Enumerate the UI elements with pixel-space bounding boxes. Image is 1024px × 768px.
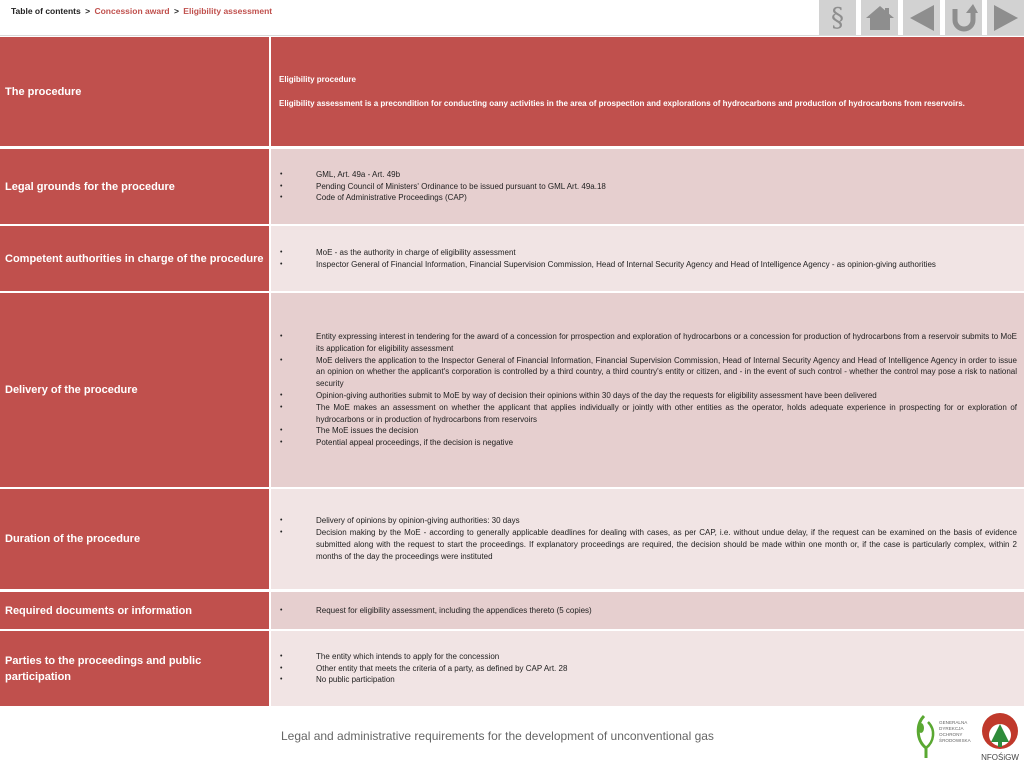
list-item: • GML, Art. 49a - Art. 49b xyxy=(271,169,1017,181)
list-item: • Pending Council of Ministers' Ordinance to be issued pursuant to GML Art. 49a.18 xyxy=(271,181,1017,193)
list-item: • Potential appeal proceedings, if the decision is negative xyxy=(271,437,1017,449)
breadcrumb-separator: > xyxy=(173,6,179,16)
logo-line: OCHRONY xyxy=(939,732,963,737)
list-item: • Inspector General of Financial Information, Financial Supervision Commission, Head of Internal Security Agency and Head of Intelligence Agency - as opinion-giving authorities xyxy=(271,259,1017,271)
list-item: • The MoE makes an assessment on whether the applicant that applies individually or jointly with other entities as the operator, holds adequate experience in prospecting for or exploration of hydrocarbons or in production of hydrocarbons from reservoirs xyxy=(271,402,1017,426)
return-icon xyxy=(949,3,979,33)
table-row-legal xyxy=(0,149,1024,224)
list-item: • Request for eligibility assessment, including the appendices thereto (5 copies) xyxy=(271,605,1017,617)
table-row-documents xyxy=(0,592,1024,629)
table-row-duration xyxy=(0,489,1024,589)
logo-line: DYREKCJA xyxy=(939,726,964,731)
breadcrumb xyxy=(11,6,272,16)
row-label: Duration of the procedure xyxy=(0,489,269,589)
row-content xyxy=(271,293,1024,487)
list-item: • MoE - as the authority in charge of eligibility assessment xyxy=(271,247,1017,259)
home-button[interactable] xyxy=(861,0,898,36)
list-item: • No public participation xyxy=(271,674,1017,686)
row-content xyxy=(271,592,1024,629)
table-row-delivery xyxy=(0,293,1024,487)
logo-line: ŚRODOWISKA xyxy=(939,738,971,743)
row-label: Parties to the proceedings and public participation xyxy=(0,631,269,706)
table-row-procedure xyxy=(0,37,1024,146)
row-label: Delivery of the procedure xyxy=(0,293,269,487)
back-arrow-icon xyxy=(907,4,937,32)
list-item: • Entity expressing interest in tendering for the award of a concession for prrospection and exploration of hydrocarbons or a concession for production of hydrocarbons from a reservoir submits to MoE its application for eligibility assessment xyxy=(271,331,1017,355)
header-divider xyxy=(0,35,1024,36)
row-label: The procedure xyxy=(0,37,269,146)
procedure-description xyxy=(271,74,973,110)
back-button[interactable] xyxy=(903,0,940,36)
home-icon xyxy=(865,4,895,32)
breadcrumb-root[interactable]: Table of contents xyxy=(11,6,81,16)
row-content xyxy=(271,489,1024,589)
breadcrumb-level1[interactable]: Concession award xyxy=(94,6,170,16)
list-item: • Other entity that meets the criteria of a party, as defined by CAP Art. 28 xyxy=(271,663,1017,675)
list-item: • Opinion-giving authorities submit to MoE by way of decision their opinions within 30 days of the day the requests for eligibility assessment have been delivered xyxy=(271,390,1017,402)
list-item: • MoE delivers the application to the Inspector General of Financial Information, Financial Supervision Commission, Head of Internal Security Agency and Head of Intelligence Agency in order to issue an opinion on whether the applicant's corporation is controlled by a third country, a third country's entity or citizen, and - in the event of such control - whether the control may pose a risk to national security xyxy=(271,355,1017,390)
breadcrumb-separator: > xyxy=(85,6,91,16)
forward-button[interactable] xyxy=(987,0,1024,36)
list-item: • Delivery of opinions by opinion-giving authorities: 30 days xyxy=(271,515,1017,527)
list-item: • Decision making by the MoE - according to generally applicable deadlines for dealing with cases, as per CAP, i.e. without undue delay, if the request can be examined on the basis of evidence submitted along with the request to start the proceedings. If explanatory proceedings are required, the decision should be made within one month or, if the case is particularly complex, within 2 months of the day the proceedings were instituted xyxy=(271,527,1017,562)
list-item: • Code of Administrative Proceedings (CAP) xyxy=(271,192,1017,204)
table-row-parties xyxy=(0,631,1024,706)
footer-caption: Legal and administrative requirements for the development of unconventional gas xyxy=(281,729,714,743)
row-content xyxy=(271,37,1024,146)
row-label: Legal grounds for the procedure xyxy=(0,149,269,224)
row-label: Competent authorities in charge of the procedure xyxy=(0,226,269,291)
nav-toolbar xyxy=(819,0,1024,36)
paragraph-button[interactable] xyxy=(819,0,856,36)
procedure-heading: Eligibility procedure xyxy=(279,74,356,84)
forward-arrow-icon xyxy=(991,4,1021,32)
row-content xyxy=(271,149,1024,224)
logo-line: GENERALNA xyxy=(939,720,968,725)
row-content xyxy=(271,226,1024,291)
nfosigw-logo xyxy=(978,712,1022,764)
procedure-text: Eligibility assessment is a precondition for conducting oany activities in the area of prospection and explorations of hydrocarbons and production of hydrocarbons from reservoirs. xyxy=(279,98,965,108)
row-content xyxy=(271,631,1024,706)
logo-text: NFOŚiGW xyxy=(981,753,1019,762)
list-item: • The MoE issues the decision xyxy=(271,425,1017,437)
gdos-logo xyxy=(914,712,972,762)
breadcrumb-level2[interactable]: Eligibility assessment xyxy=(183,6,273,16)
return-button[interactable] xyxy=(945,0,982,36)
paragraph-icon: § xyxy=(831,3,844,33)
table-row-authorities xyxy=(0,226,1024,291)
list-item: • The entity which intends to apply for the concession xyxy=(271,651,1017,663)
row-label: Required documents or information xyxy=(0,592,269,629)
